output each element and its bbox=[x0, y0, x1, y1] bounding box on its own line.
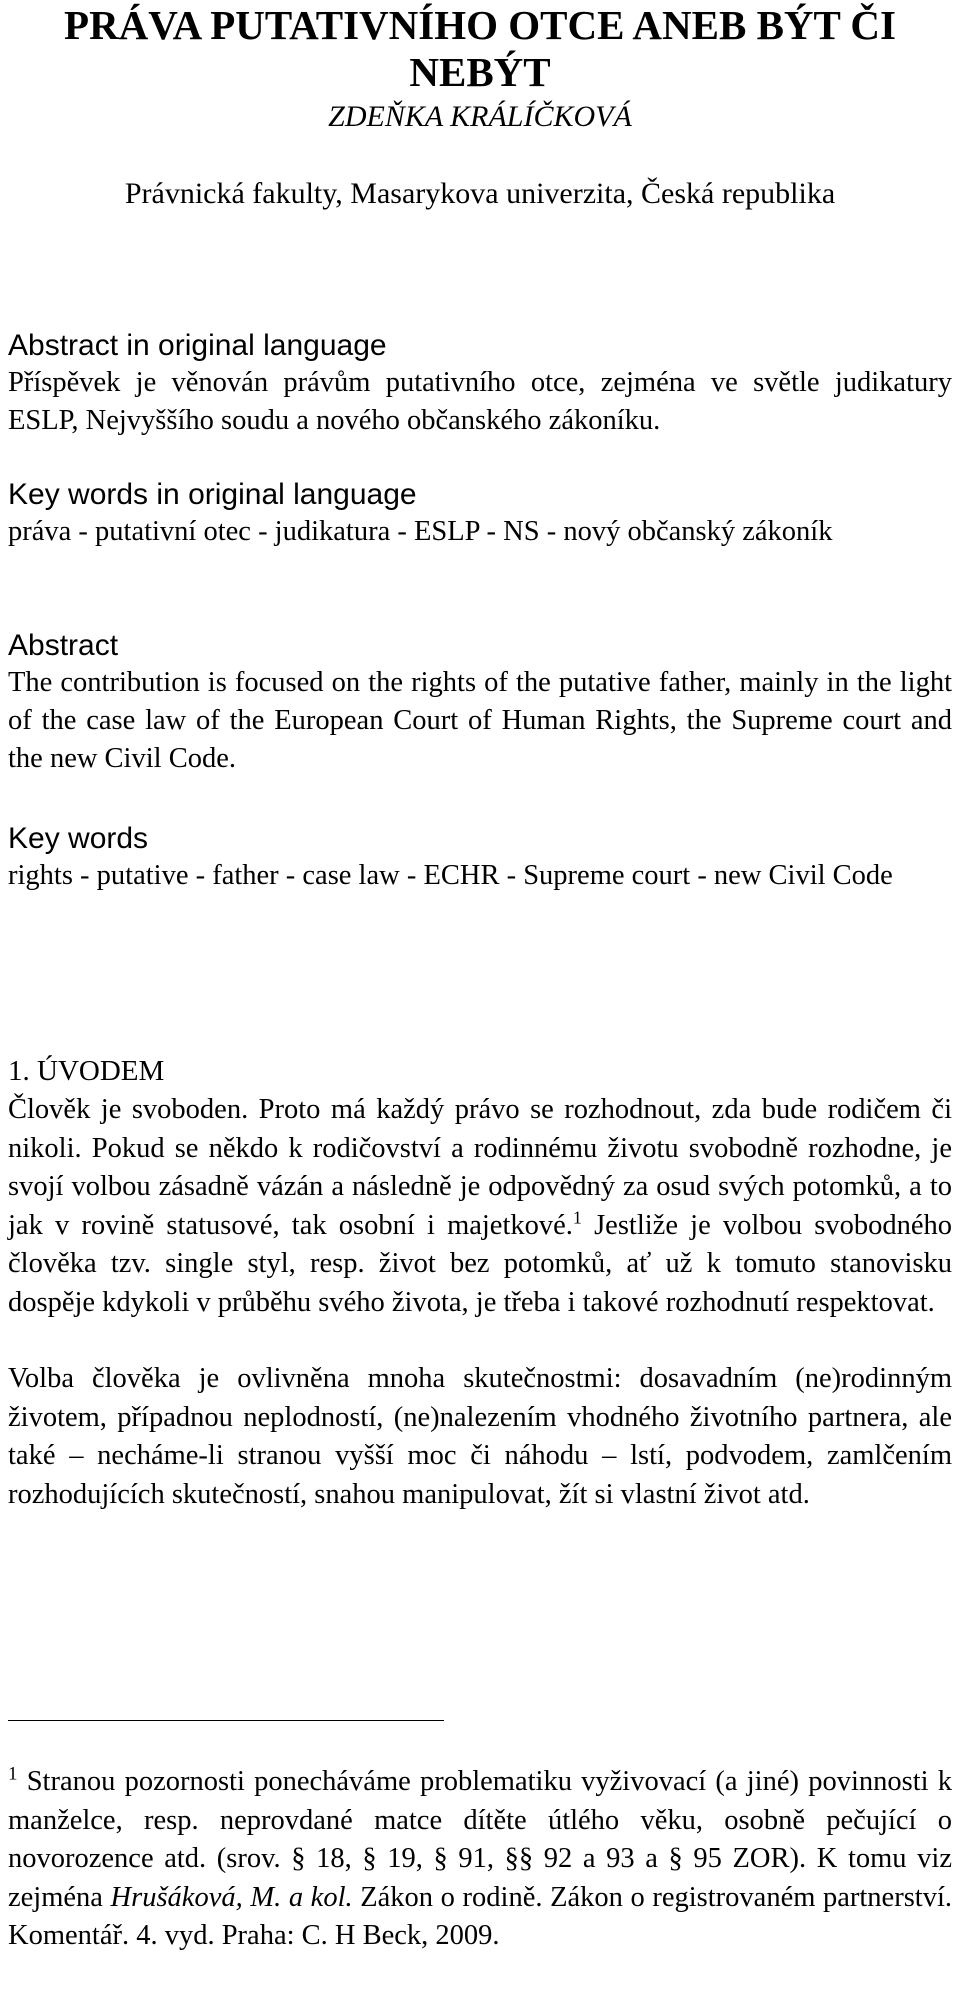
keywords-en-text: rights - putative - father - case law - ECHR - Supreme court - new Civil Code bbox=[8, 860, 893, 891]
abstract-original-heading: Abstract in original language bbox=[8, 329, 387, 362]
paper-title: PRÁVA PUTATIVNÍHO OTCE ANEB BÝT ČI NEBÝT bbox=[64, 2, 896, 95]
keywords-original-text: práva - putativní otec - judikatura - ESLP - NS - nový občanský zákoník bbox=[8, 516, 833, 547]
footnote-text-b: Zákon o rodině. Zákon o registrovaném partnerství. Komentář. 4. vyd. Praha: C. H Beck, 2009. bbox=[8, 1881, 952, 1951]
intro-paragraph-2: Volba člověka je ovlivněna mnoha skutečnostmi: dosavadním (ne)rodinným životem, případnou neplodností, (ne)nalezením vhodného životního partnera, ale také – necháme-li stranou vyšší moc či náhodu – lstí, podvodem, zamlčením rozhodujících skutečností, snahou manipulovat, žít si vlastní život atd. bbox=[8, 1363, 952, 1510]
author-name: ZDEŇKA KRÁLÍČKOVÁ bbox=[328, 100, 632, 133]
abstract-en-heading: Abstract bbox=[8, 629, 119, 662]
footnote-citation-authors: Hrušáková, M. a kol. bbox=[110, 1881, 353, 1913]
abstract-original-text: Příspěvek je věnován právům putativního otce, zejména ve světle judikatury ESLP, Nejvyššího soudu a nového občanského zákoníku. bbox=[8, 367, 952, 436]
keywords-en-heading: Key words bbox=[8, 822, 149, 855]
keywords-en-section bbox=[8, 821, 952, 895]
keywords-original-heading: Key words in original language bbox=[8, 478, 417, 511]
introduction-section bbox=[8, 1053, 952, 1514]
affiliation: Právnická fakulty, Masarykova univerzita, Česká republika bbox=[124, 177, 836, 210]
keywords-original-section bbox=[8, 477, 952, 551]
section-heading: 1. ÚVODEM bbox=[8, 1055, 165, 1087]
footnote bbox=[8, 1763, 952, 1956]
abstract-en-section bbox=[8, 628, 952, 778]
footnote-text-a: Stranou pozornosti ponecháváme problematiku vyživovací (a jiné) povinnosti k manželce, resp. neprovdané matce dítěte útlého věku, osobně pečující o novorozence atd. (srov. § 18, § 19, § 91, §§ 92 a 93 a § 95 ZOR). K tomu viz zejména bbox=[8, 1766, 952, 1913]
footnote-reference[interactable]: 1 bbox=[572, 1207, 582, 1227]
footnote-number: 1 bbox=[8, 1763, 18, 1785]
intro-paragraph-1-text-a: Člověk je svoboden. Proto má každý právo se rozhodnout, zda bude rodičem či nikoli. Pokud se někdo k rodičovství a rodinnému životu svobodně rozhodne, je svojí volbou zásadně vázán a následně je odpovědný za osud svých potomků, a to jak v rovině statusové, tak osobní i majetkové. bbox=[8, 1094, 952, 1241]
footnote-divider bbox=[8, 1720, 444, 1721]
abstract-en-text: The contribution is focused on the rights of the putative father, mainly in the light of the case law of the European Court of Human Rights, the Supreme court and the new Civil Code. bbox=[8, 667, 952, 774]
intro-paragraph-1 bbox=[8, 1091, 952, 1322]
intro-paragraph-1-text-b: Jestliže je volbou svobodného člověka tzv. single styl, resp. život bez potomků, ať už k tomuto stanovisku dospěje kdykoli v průběhu svého života, je třeba i takové rozhodnutí respektovat. bbox=[8, 1209, 952, 1318]
abstract-original-section bbox=[8, 328, 952, 440]
